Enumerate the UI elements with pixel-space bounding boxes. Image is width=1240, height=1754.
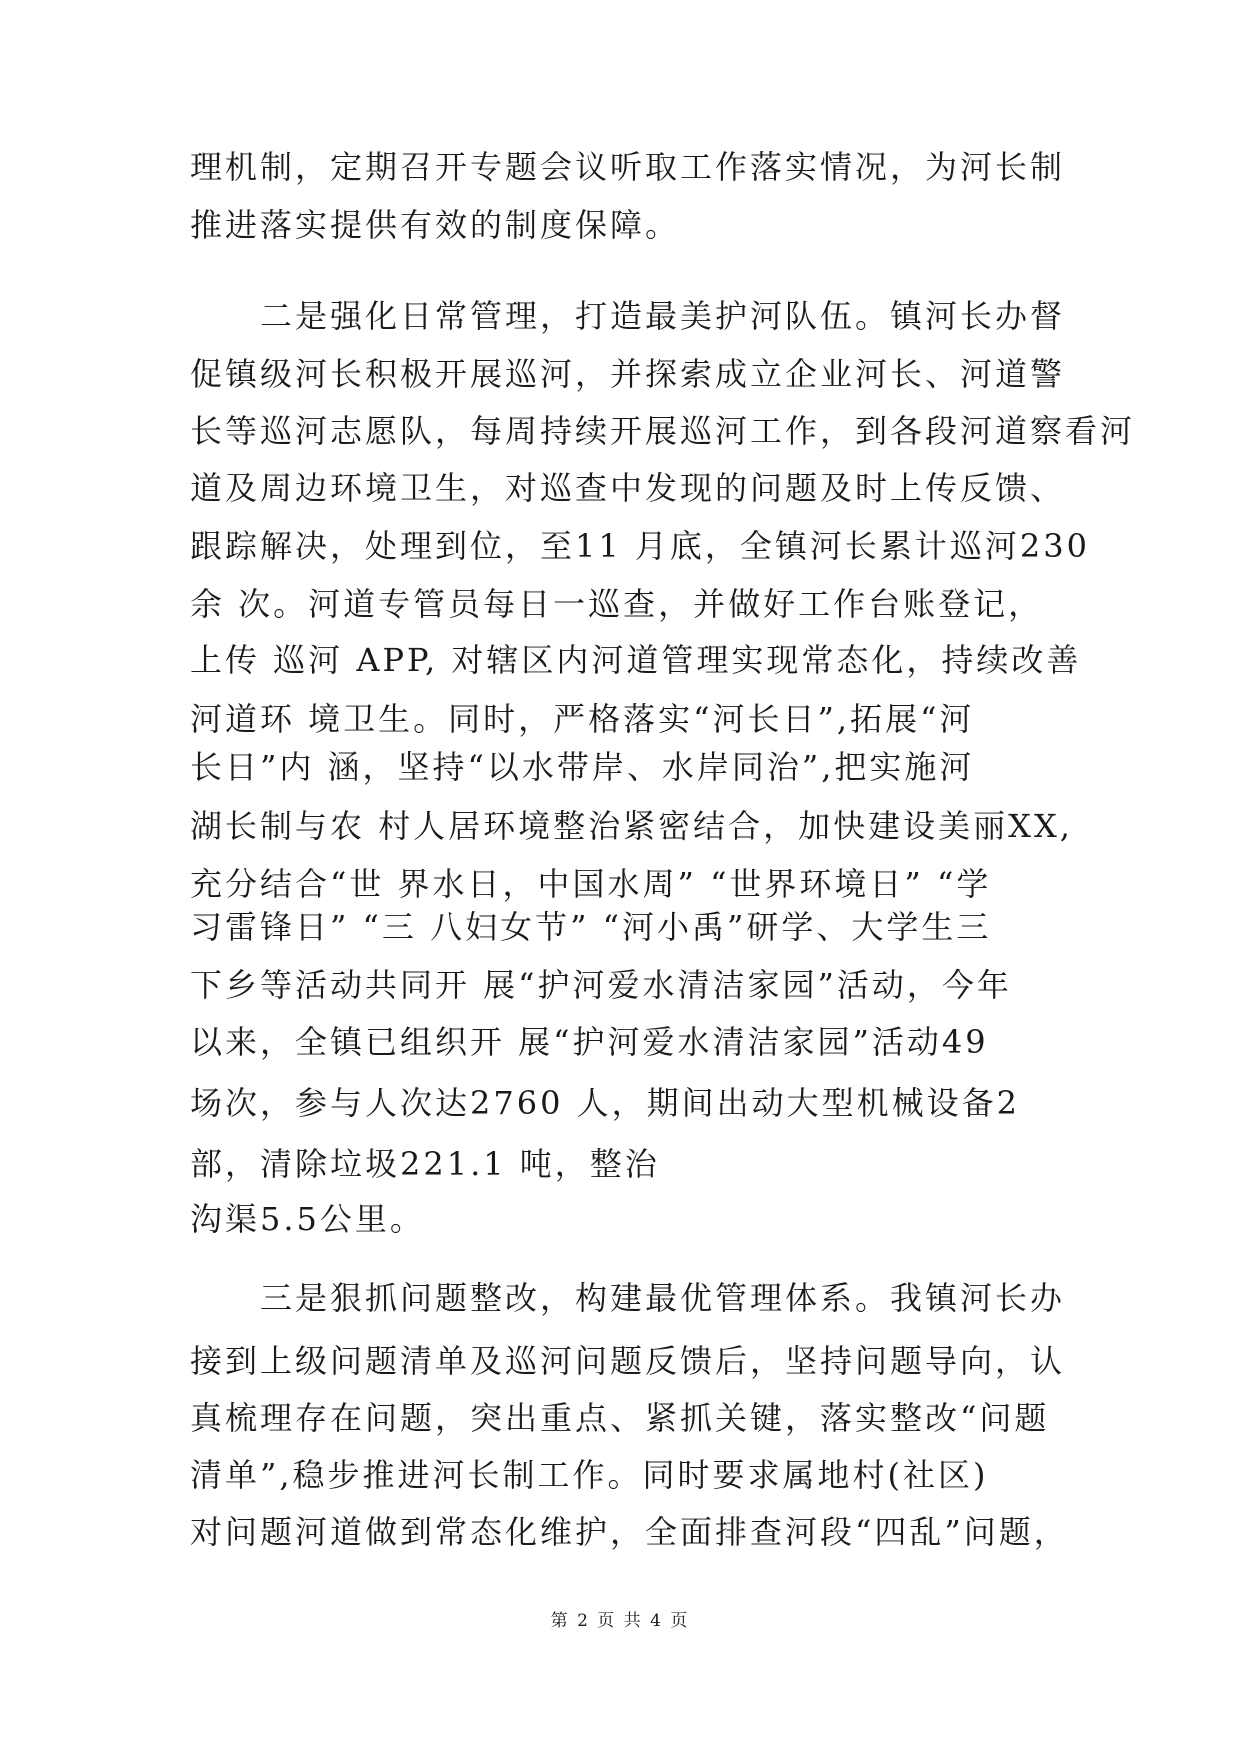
text-line: 长日”内 涵，坚持“以水带岸、水岸同治”,把实施河: [190, 748, 975, 786]
text-line: 习雷锋日” “三 八妇女节” “河小禹”研学、大学生三: [190, 908, 992, 946]
text-line: 三是狠抓问题整改，构建最优管理体系。我镇河长办: [190, 1279, 1066, 1317]
text-line: 部，清除垃圾221.1 吨，整治: [190, 1145, 660, 1183]
text-line: 二是强化日常管理，打造最美护河队伍。镇河长办督: [190, 297, 1066, 335]
text-line: 以来，全镇已组织开 展“护河爱水清洁家园”活动49: [190, 1023, 989, 1061]
text-line: 场次，参与人次达2760 人，期间出动大型机械设备2: [190, 1084, 1020, 1122]
text-line: 跟踪解决，处理到位，至11 月底，全镇河长累计巡河230: [190, 527, 1090, 565]
text-line: 理机制，定期召开专题会议听取工作落实情况，为河长制: [190, 148, 1066, 186]
text-line: 推进落实提供有效的制度保障。: [190, 206, 681, 244]
text-line: 充分结合“世 界水日，中国水周” “世界环境日” “学: [190, 865, 992, 903]
text-line: 湖长制与农 村人居环境整治紧密结合，加快建设美丽XX,: [190, 807, 1073, 845]
text-line: 道及周边环境卫生，对巡查中发现的问题及时上传反馈、: [190, 469, 1066, 507]
text-line: 接到上级问题清单及巡河问题反馈后，坚持问题导向，认: [190, 1342, 1066, 1380]
text-line: 余 次。河道专管员每日一巡查，并做好工作台账登记，: [190, 585, 1044, 623]
text-line: 长等巡河志愿队，每周持续开展巡河工作，到各段河道察看河: [190, 412, 1136, 450]
text-line: 下乡等活动共同开 展“护河爱水清洁家园”活动，今年: [190, 966, 1012, 1004]
text-line: 河道环 境卫生。同时，严格落实“河长日”,拓展“河: [190, 700, 975, 738]
text-line: 清单”,稳步推进河长制工作。同时要求属地村(社区): [190, 1456, 989, 1494]
text-line: 对问题河道做到常态化维护，全面排查河段“四乱”问题，: [190, 1513, 1069, 1551]
text-line: 促镇级河长积极开展巡河，并探索成立企业河长、河道警: [190, 355, 1066, 393]
text-line: 真梳理存在问题，突出重点、紧抓关键，落实整改“问题: [190, 1399, 1050, 1437]
text-line: 上传 巡河 APP, 对辖区内河道管理实现常态化，持续改善: [190, 641, 1082, 679]
text-line: 沟渠5.5公里。: [190, 1200, 425, 1238]
page-number-footer: 第 2 页 共 4 页: [550, 1611, 690, 1631]
